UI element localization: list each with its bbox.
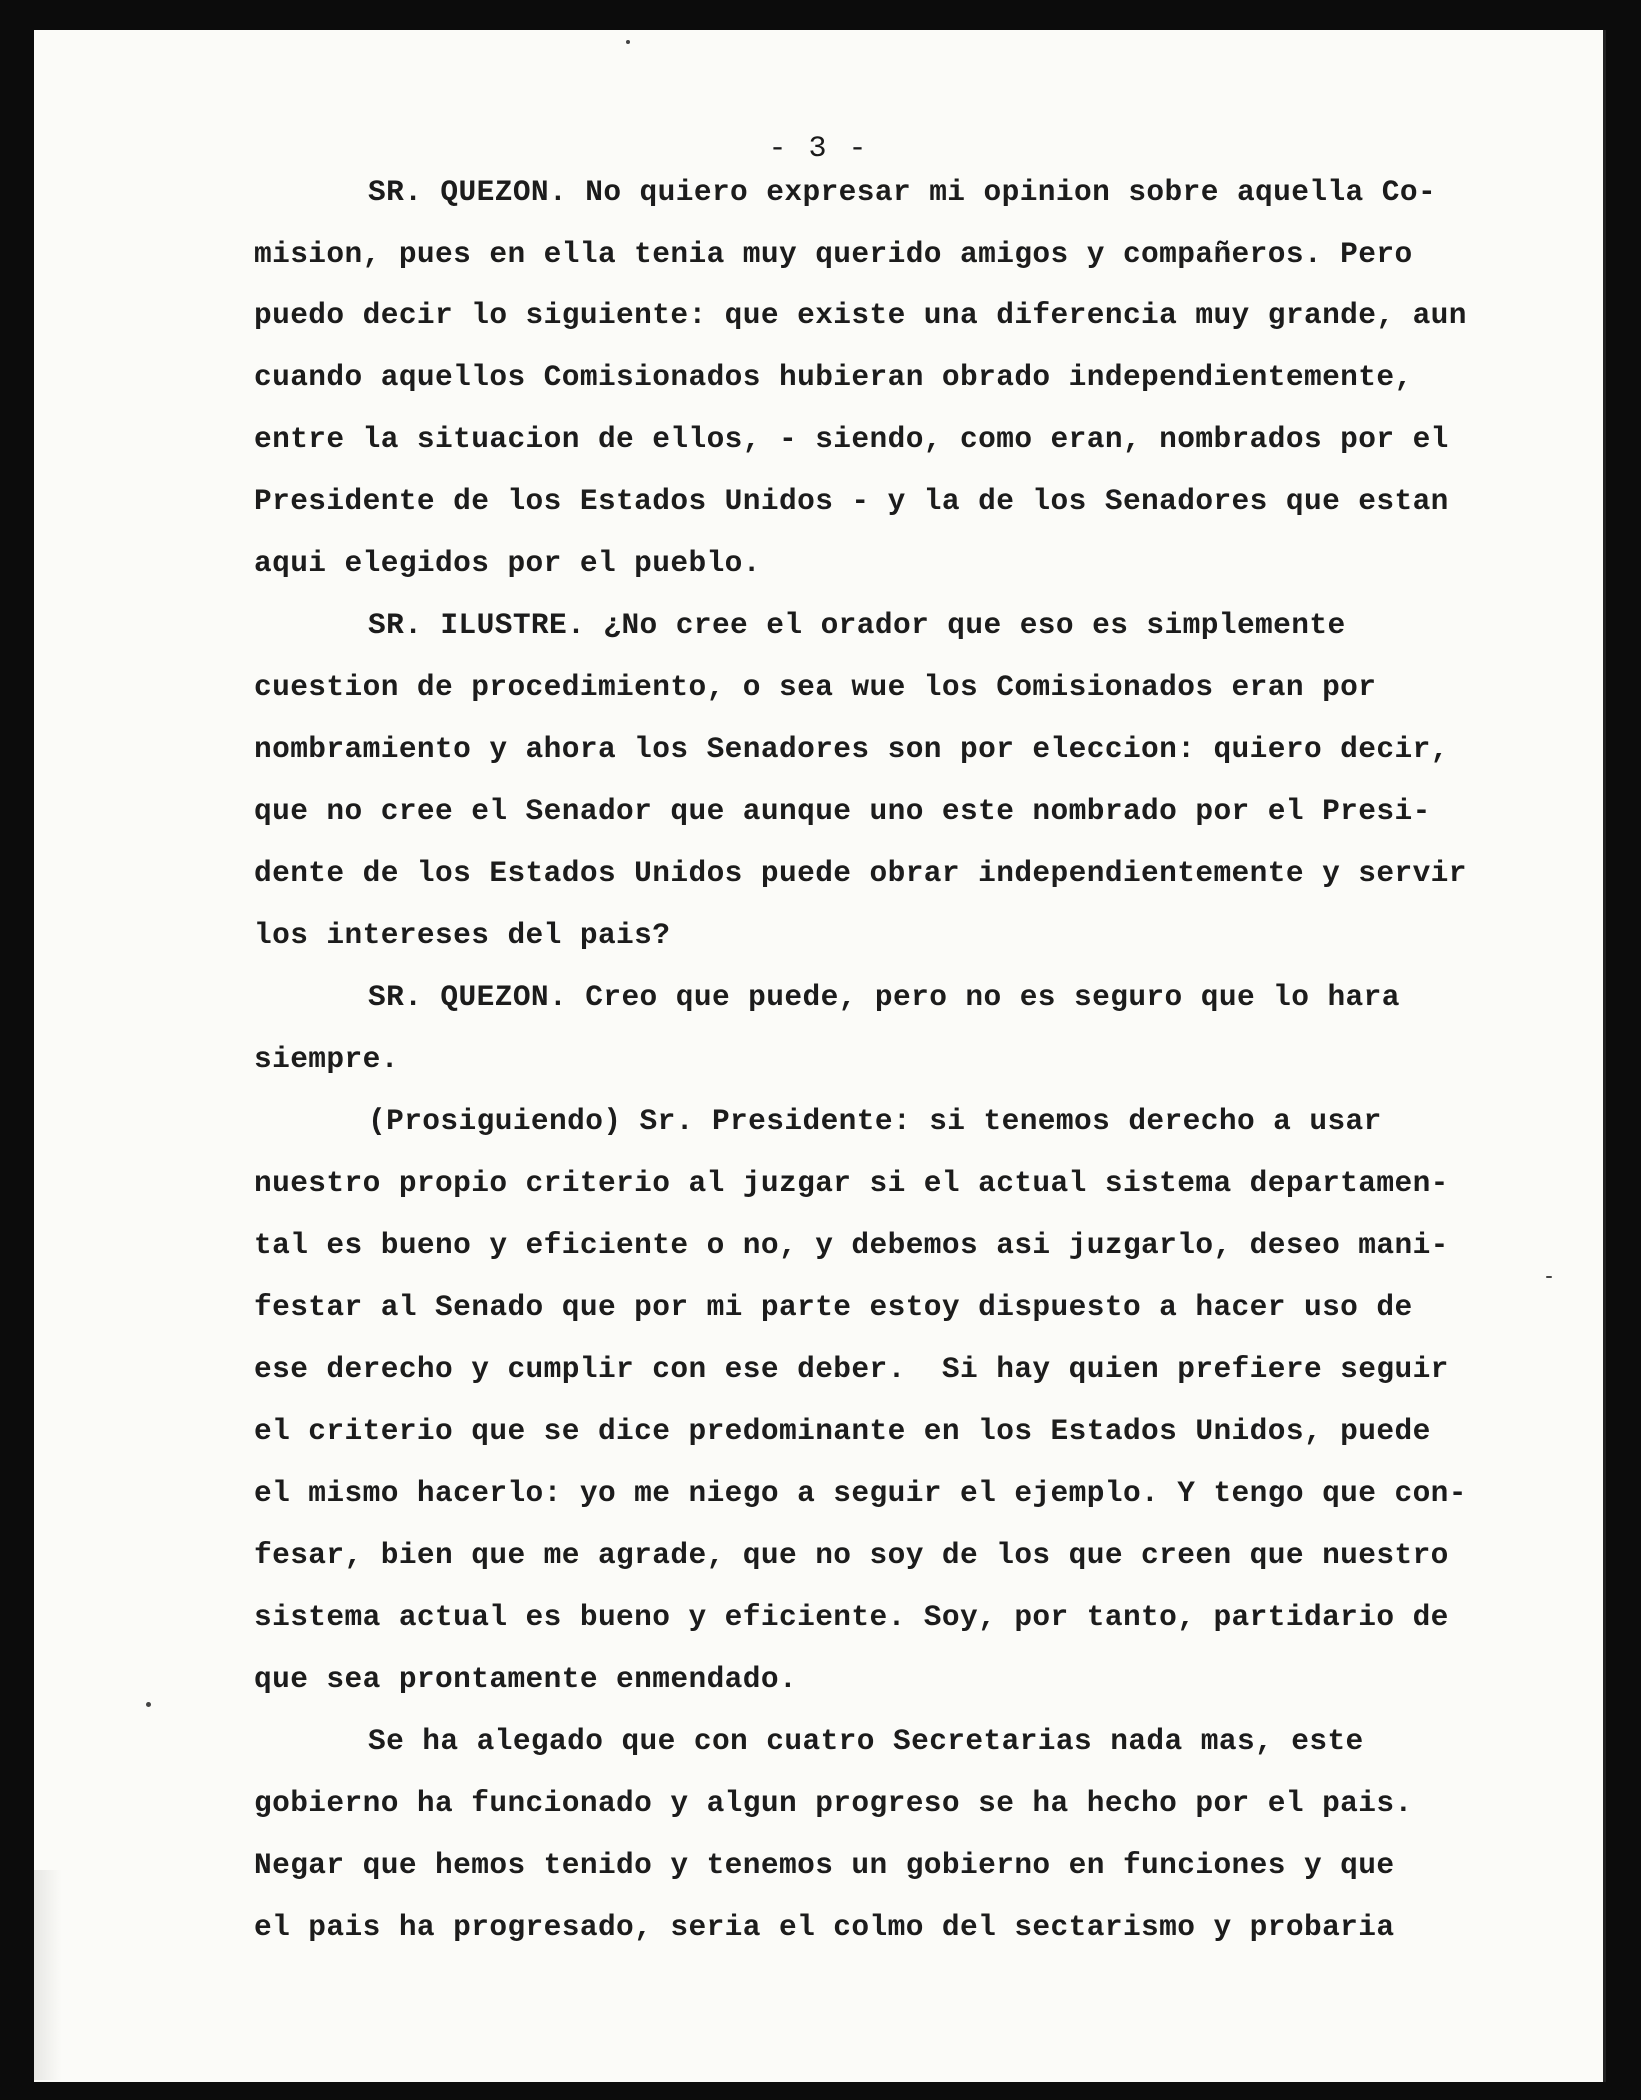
text-line: el pais ha progresado, seria el colmo del sectarismo y probaria <box>254 1910 1395 1944</box>
text-line: fesar, bien que me agrade, que no soy de los que creen que nuestro <box>254 1538 1449 1572</box>
text-line: puedo decir lo siguiente: que existe una diferencia muy grande, aun <box>254 298 1467 332</box>
ink-speck <box>146 1702 151 1707</box>
text-line: cuando aquellos Comisionados hubieran obrado independientemente, <box>254 360 1413 394</box>
text-line: SR. QUEZON. Creo que puede, pero no es seguro que lo hara <box>368 980 1400 1014</box>
text-line: SR. QUEZON. No quiero expresar mi opinion sobre aquella Co- <box>368 175 1437 209</box>
text-line: gobierno ha funcionado y algun progreso se ha hecho por el pais. <box>254 1786 1413 1820</box>
text-line: aqui elegidos por el pueblo. <box>254 546 761 580</box>
document-page <box>34 30 1606 2082</box>
text-line: que no cree el Senador que aunque uno este nombrado por el Presi- <box>254 794 1431 828</box>
text-line: Negar que hemos tenido y tenemos un gobierno en funciones y que <box>254 1848 1395 1882</box>
text-line: mision, pues en ella tenia muy querido amigos y compañeros. Pero <box>254 237 1413 271</box>
text-line: dente de los Estados Unidos puede obrar independientemente y servir <box>254 856 1467 890</box>
text-line: Presidente de los Estados Unidos - y la de los Senadores que estan <box>254 484 1449 518</box>
text-line: siempre. <box>254 1042 399 1076</box>
text-line: los intereses del pais? <box>254 918 671 952</box>
paper-tear <box>34 1870 62 2080</box>
text-line: sistema actual es bueno y eficiente. Soy, por tanto, partidario de <box>254 1600 1449 1634</box>
text-line: cuestion de procedimiento, o sea wue los Comisionados eran por <box>254 670 1377 704</box>
ink-speck <box>1546 1276 1552 1278</box>
text-line: el mismo hacerlo: yo me niego a seguir el ejemplo. Y tengo que con- <box>254 1476 1467 1510</box>
page-number: - 3 - <box>768 132 869 166</box>
text-line: nombramiento y ahora los Senadores son por eleccion: quiero decir, <box>254 732 1449 766</box>
text-line: Se ha alegado que con cuatro Secretarias nada mas, este <box>368 1724 1364 1758</box>
ink-speck <box>626 40 630 44</box>
text-line: nuestro propio criterio al juzgar si el actual sistema departamen- <box>254 1166 1449 1200</box>
text-line: (Prosiguiendo) Sr. Presidente: si tenemos derecho a usar <box>368 1104 1382 1138</box>
text-line: tal es bueno y eficiente o no, y debemos asi juzgarlo, deseo mani- <box>254 1228 1449 1262</box>
text-line: ese derecho y cumplir con ese deber. Si hay quien prefiere seguir <box>254 1352 1449 1386</box>
text-line: el criterio que se dice predominante en los Estados Unidos, puede <box>254 1414 1431 1448</box>
text-line: festar al Senado que por mi parte estoy dispuesto a hacer uso de <box>254 1290 1413 1324</box>
text-line: que sea prontamente enmendado. <box>254 1662 798 1696</box>
text-line: SR. ILUSTRE. ¿No cree el orador que eso es simplemente <box>368 608 1346 642</box>
text-line: entre la situacion de ellos, - siendo, como eran, nombrados por el <box>254 422 1449 456</box>
